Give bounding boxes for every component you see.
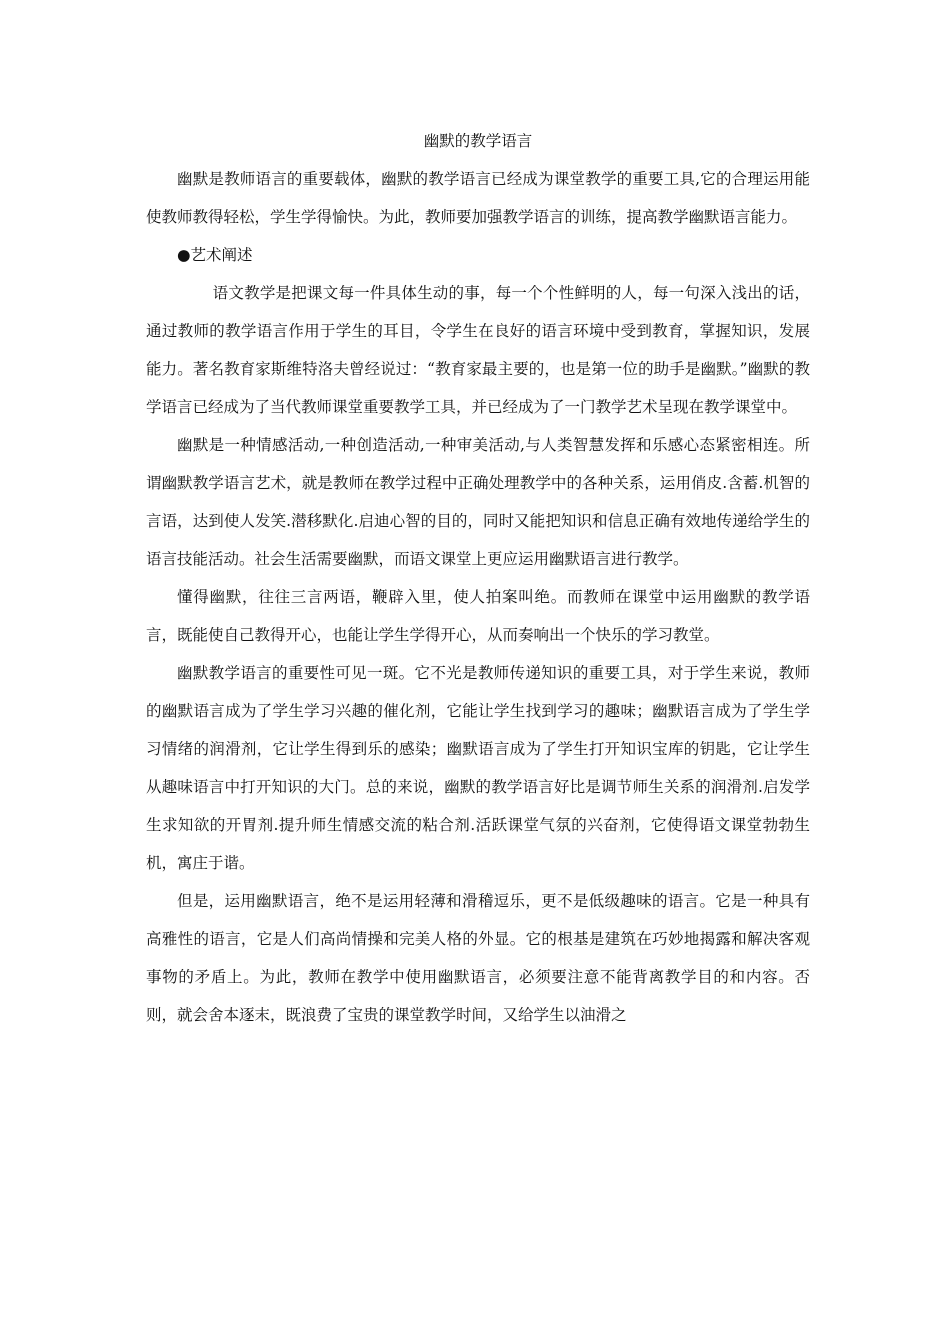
paragraph: 幽默教学语言的重要性可见一斑。它不光是教师传递知识的重要工具，对于学生来说，教师的幽默语言成为了学生学习兴趣的催化剂，它能让学生找到学习的趣味；幽默语言成为了学生学习情绪的润滑剂，它让学生得到乐的感染；幽默语言成为了学生打开知识宝库的钥匙，它让学生从趣味语言中打开知识的大门。总的来说，幽默的教学语言好比是调节师生关系的润滑剂.启发学生求知欲的开胃剂.提升师生情感交流的粘合剂.活跃课堂气氛的兴奋剂，它使得语文课堂勃勃生机，寓庄于谐。 [146,664,810,872]
intro-paragraph: 幽默是教师语言的重要载体，幽默的教学语言已经成为课堂教学的重要工具,它的合理运用能使教师教得轻松，学生学得愉快。为此，教师要加强教学语言的训练，提高教学幽默语言能力。 [146,170,810,226]
paragraph: 幽默是一种情感活动,一种创造活动,一种审美活动,与人类智慧发挥和乐感心态紧密相连。所谓幽默教学语言艺术，就是教师在教学过程中正确处理教学中的各种关系，运用俏皮.含蓄.机智的言语，达到使人发笑.潜移默化.启迪心智的目的，同时又能把知识和信息正确有效地传递给学生的语言技能活动。社会生活需要幽默，而语文课堂上更应运用幽默语言进行教学。 [146,436,810,568]
paragraph: 懂得幽默，往往三言两语，鞭辟入里，使人拍案叫绝。而教师在课堂中运用幽默的教学语言，既能使自己教得开心，也能让学生学得开心，从而奏响出一个快乐的学习教堂。 [146,588,810,644]
paragraph: 但是，运用幽默语言，绝不是运用轻薄和滑稽逗乐，更不是低级趣味的语言。它是一种具有高雅性的语言，它是人们高尚情操和完美人格的外显。它的根基是建筑在巧妙地揭露和解决客观事物的矛盾上。为此，教师在教学中使用幽默语言，必须要注意不能背离教学目的和内容。否则，就会舍本逐末，既浪费了宝贵的课堂教学时间，又给学生以油滑之 [146,892,810,1024]
paragraph: 语文教学是把课文每一件具体生动的事，每一个个性鲜明的人，每一句深入浅出的话，通过教师的教学语言作用于学生的耳目，令学生在良好的语言环境中受到教育，掌握知识，发展能力。著名教育家斯维特洛夫曾经说过：“教育家最主要的，也是第一位的助手是幽默。”幽默的教学语言已经成为了当代教师课堂重要教学工具，并已经成为了一门教学艺术呈现在教学课堂中。 [146,284,810,416]
section-heading: ●艺术阐述 [177,246,253,264]
document-body [146,122,810,1034]
document-title: 幽默的教学语言 [423,132,533,150]
